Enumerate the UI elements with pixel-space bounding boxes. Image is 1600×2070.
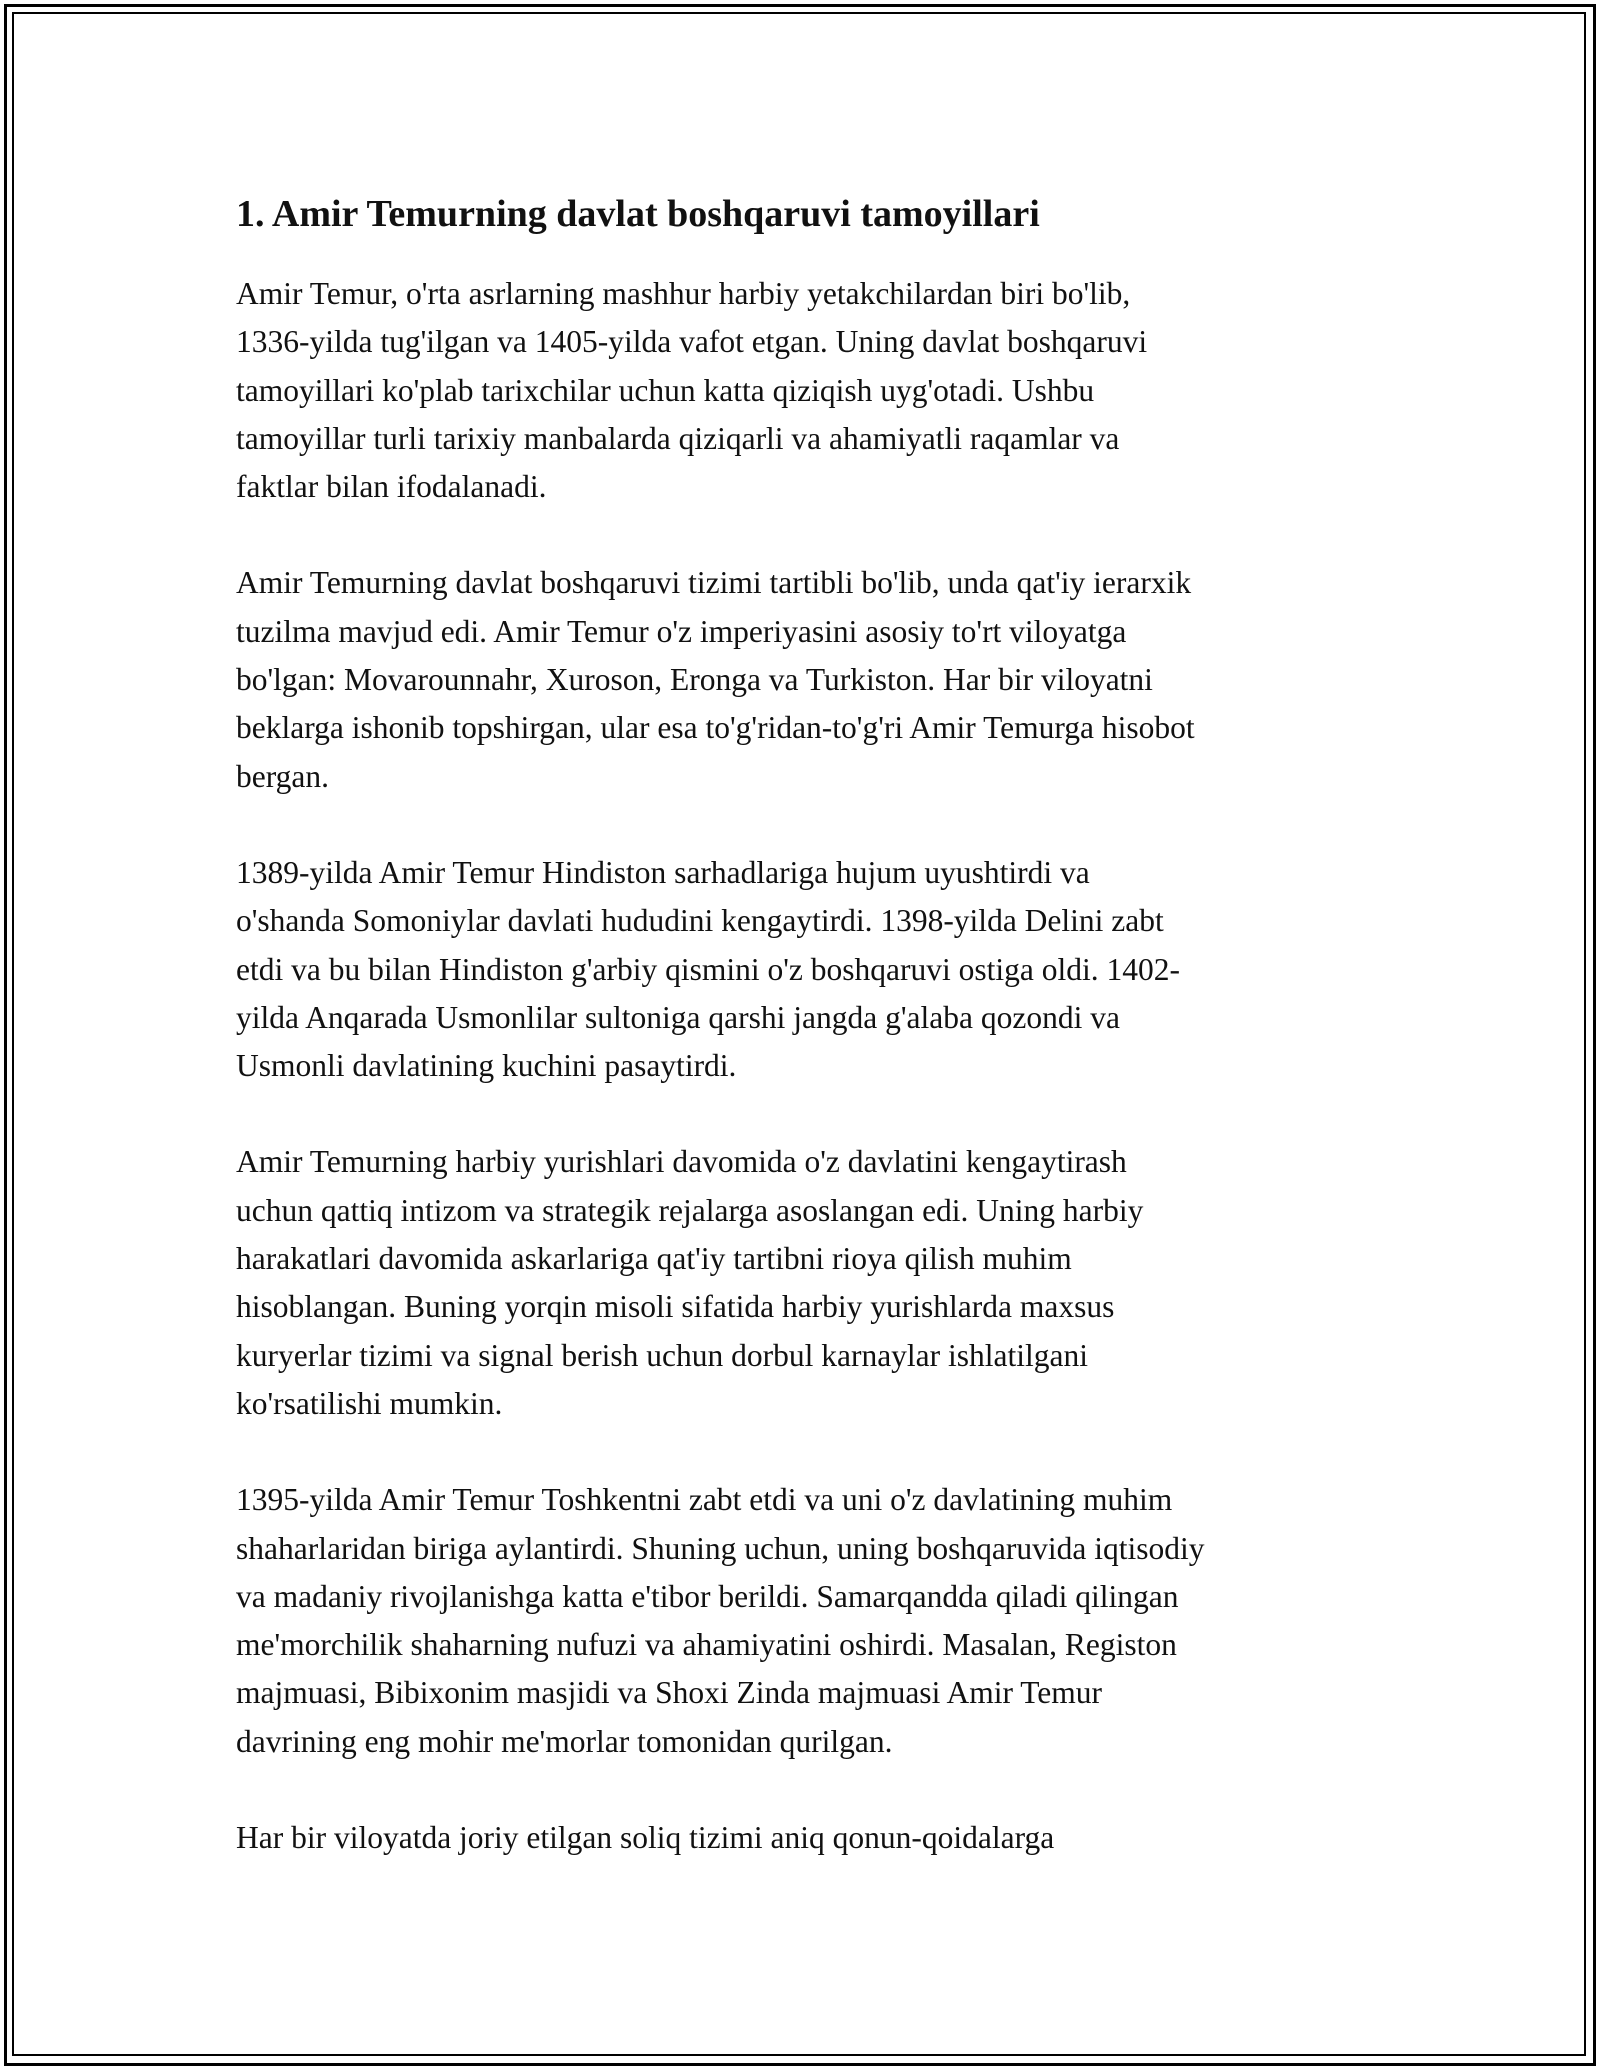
text-line: davrining eng mohir me'morlar tomonidan qurilgan. — [236, 1723, 893, 1759]
text-line: Har bir viloyatda joriy etilgan soliq tizimi aniq qonun-qoidalarga — [236, 1820, 1055, 1856]
text-line: etdi va bu bilan Hindiston g'arbiy qismini o'z boshqaruvi ostiga oldi. 1402- — [236, 951, 1181, 987]
paragraph-1 — [236, 270, 1386, 511]
text-line: Amir Temurning davlat boshqaruvi tizimi tartibli bo'lib, unda qat'iy ierarxik — [236, 565, 1192, 601]
text-line: shaharlaridan biriga aylantirdi. Shuning uchun, uning boshqaruvida iqtisodiy — [236, 1530, 1205, 1566]
text-line: beklarga ishonib topshirgan, ular esa to'g'ridan-to'g'ri Amir Temurga hisobot — [236, 710, 1195, 746]
text-line: bergan. — [236, 758, 330, 794]
paragraph-4 — [236, 1138, 1386, 1428]
text-line: majmuasi, Bibixonim masjidi va Shoxi Zinda majmuasi Amir Temur — [236, 1675, 1103, 1711]
document-body — [236, 186, 1386, 1910]
text-line: tamoyillari ko'plab tarixchilar uchun katta qiziqish uyg'otadi. Ushbu — [236, 372, 1095, 408]
text-line: yilda Anqarada Usmonlilar sultoniga qarshi jangda g'alaba qozondi va — [236, 999, 1120, 1035]
text-line: Amir Temur, o'rta asrlarning mashhur harbiy yetakchilardan biri bo'lib, — [236, 276, 1131, 311]
text-line: 1336-yilda tug'ilgan va 1405-yilda vafot etgan. Uning davlat boshqaruvi — [236, 324, 1148, 360]
text-line: va madaniy rivojlanishga katta e'tibor berildi. Samarqandda qiladi qilingan — [236, 1578, 1179, 1614]
section-heading: 1. Amir Temurning davlat boshqaruvi tamoyillari — [236, 193, 1040, 235]
text-line: uchun qattiq intizom va strategik rejalarga asoslangan edi. Uning harbiy — [236, 1192, 1144, 1228]
text-line: bo'lgan: Movarounnahr, Xuroson, Eronga va Turkiston. Har bir viloyatni — [236, 662, 1153, 698]
text-line: faktlar bilan ifodalanadi. — [236, 469, 547, 505]
text-line: kuryerlar tizimi va signal berish uchun dorbul karnaylar ishlatilgani — [236, 1337, 1089, 1373]
paragraph-5 — [236, 1476, 1386, 1766]
text-line: 1395-yilda Amir Temur Toshkentni zabt etdi va uni o'z davlatining muhim — [236, 1482, 1173, 1518]
paragraph-6 — [236, 1814, 1386, 1862]
text-line: Usmonli davlatining kuchini pasaytirdi. — [236, 1048, 737, 1084]
paragraph-3 — [236, 849, 1386, 1090]
paragraph-2 — [236, 559, 1386, 800]
text-line: tuzilma mavjud edi. Amir Temur o'z imperiyasini asosiy to'rt viloyatga — [236, 613, 1127, 649]
text-line: tamoyillar turli tarixiy manbalarda qiziqarli va ahamiyatli raqamlar va — [236, 420, 1120, 456]
text-line: hisoblangan. Buning yorqin misoli sifatida harbiy yurishlarda maxsus — [236, 1289, 1115, 1325]
text-line: Amir Temurning harbiy yurishlari davomida o'z davlatini kengaytirash — [236, 1144, 1127, 1180]
text-line: o'shanda Somoniylar davlati hududini kengaytirdi. 1398-yilda Delini zabt — [236, 903, 1164, 939]
text-line: harakatlari davomida askarlariga qat'iy tartibni rioya qilish muhim — [236, 1241, 1072, 1277]
text-line: 1389-yilda Amir Temur Hindiston sarhadlariga hujum uyushtirdi va — [236, 854, 1090, 890]
text-line: me'morchilik shaharning nufuzi va ahamiyatini oshirdi. Masalan, Registon — [236, 1627, 1177, 1663]
text-line: ko'rsatilishi mumkin. — [236, 1385, 503, 1421]
